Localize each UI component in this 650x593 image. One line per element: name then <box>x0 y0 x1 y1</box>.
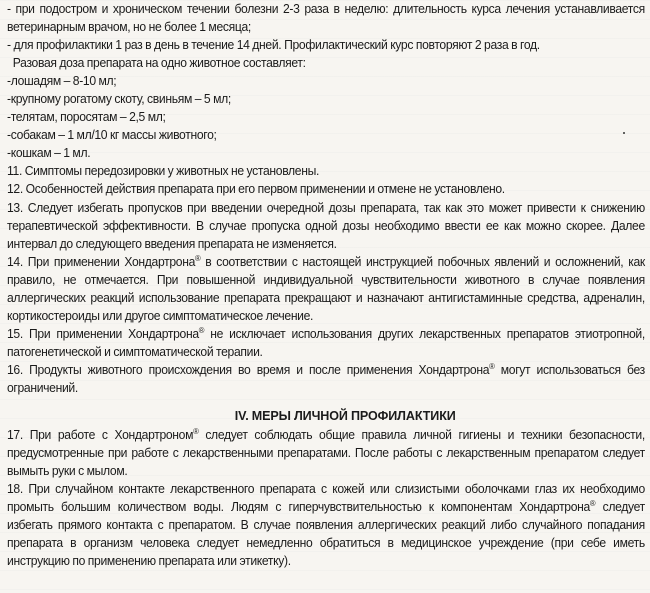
dose-item-cattle-pigs: -крупному рогатому скоту, свиньям – 5 мл; <box>7 92 231 107</box>
paragraph-11-overdose: 11. Симптомы передозировки у животных не установлены. <box>7 164 320 179</box>
paragraph-14-side-effects: 14. При применении Хондартрона® в соответствии с настоящей инструкцией побочных явлений и осложнений, как правило, не отмечается. При повышенной индивидуальной чувствительности животного в случае появления аллергических реакций использование препарата прекращают и назначают антигистаминные средства, адреналин, кортикостероиды или другое симптоматическое лечение. <box>7 253 645 323</box>
dose-item-horses: -лошадям – 8-10 мл; <box>7 74 117 89</box>
scan-speck <box>623 132 625 134</box>
paragraph-dosing-chronic: - при подостром и хроническом течении болезни 2-3 раза в неделю: длительность курса лечения устанавливается ветеринарным врачом, но не более 1 месяца; <box>7 2 645 35</box>
paragraph-single-dose-intro: Разовая доза препарата на одно животное составляет: <box>12 56 306 71</box>
paragraph-16-animal-products: 16. Продукты животного происхождения во время и после применения Хондартрона® могут использоваться без ограничений. <box>7 361 645 395</box>
dose-item-dogs: -собакам – 1 мл/10 кг массы животного; <box>7 128 217 143</box>
paragraph-18-contact: 18. При случайном контакте лекарственного препарата с кожей или слизистыми оболочками глаз их необходимо промыть большим количеством воды. Людям с гиперчувствительностью к компонентам Хондартрона® следует избегать прямого контакта с препаратом. В случае появления аллергических реакций либо случайного попадания препарата в организм человека следует немедленно обратиться в медицинское учреждение (при себе иметь инструкцию по применению препарата или этикетку). <box>7 482 645 569</box>
paragraph-dosing-prophylaxis: - для профилактики 1 раз в день в течение 14 дней. Профилактический курс повторяют 2 раза в год. <box>7 38 540 53</box>
dose-item-cats: -кошкам – 1 мл. <box>7 146 91 161</box>
section-heading-personal-prophylaxis: IV. МЕРЫ ЛИЧНОЙ ПРОФИЛАКТИКИ <box>234 408 456 424</box>
registered-mark: ® <box>193 427 199 437</box>
paragraph-12-first-use: 12. Особенностей действия препарата при его первом применении и отмене не установлено. <box>7 182 505 197</box>
registered-mark: ® <box>194 253 201 263</box>
registered-mark: ® <box>489 361 495 371</box>
paragraph-17-hygiene: 17. При работе с Хондартроном® следует соблюдать общие правила личной гигиены и техники безопасности, предусмотренные при работе с лекарственными препаратами. После работы с лекарственным препаратом следует вымыть руки с мылом. <box>7 427 645 479</box>
document-body <box>7 0 645 570</box>
paragraph-15-interactions: 15. При применении Хондартрона® не исключает использования других лекарственных препаратов этиотропной, патогенетической и симптоматической терапии. <box>7 325 645 359</box>
registered-mark: ® <box>198 325 205 335</box>
paragraph-13-missed-dose: 13. Следует избегать пропусков при введении очередной дозы препарата, так как это может привести к снижению терапевтической эффективности. В случае пропуска одной дозы необходимо ввести ее как можно скорее. Далее интервал до следующего введения препарата не изменяется. <box>7 200 645 251</box>
dose-item-calves-piglets: -телятам, поросятам – 2,5 мл; <box>7 110 166 125</box>
registered-mark: ® <box>589 499 596 509</box>
